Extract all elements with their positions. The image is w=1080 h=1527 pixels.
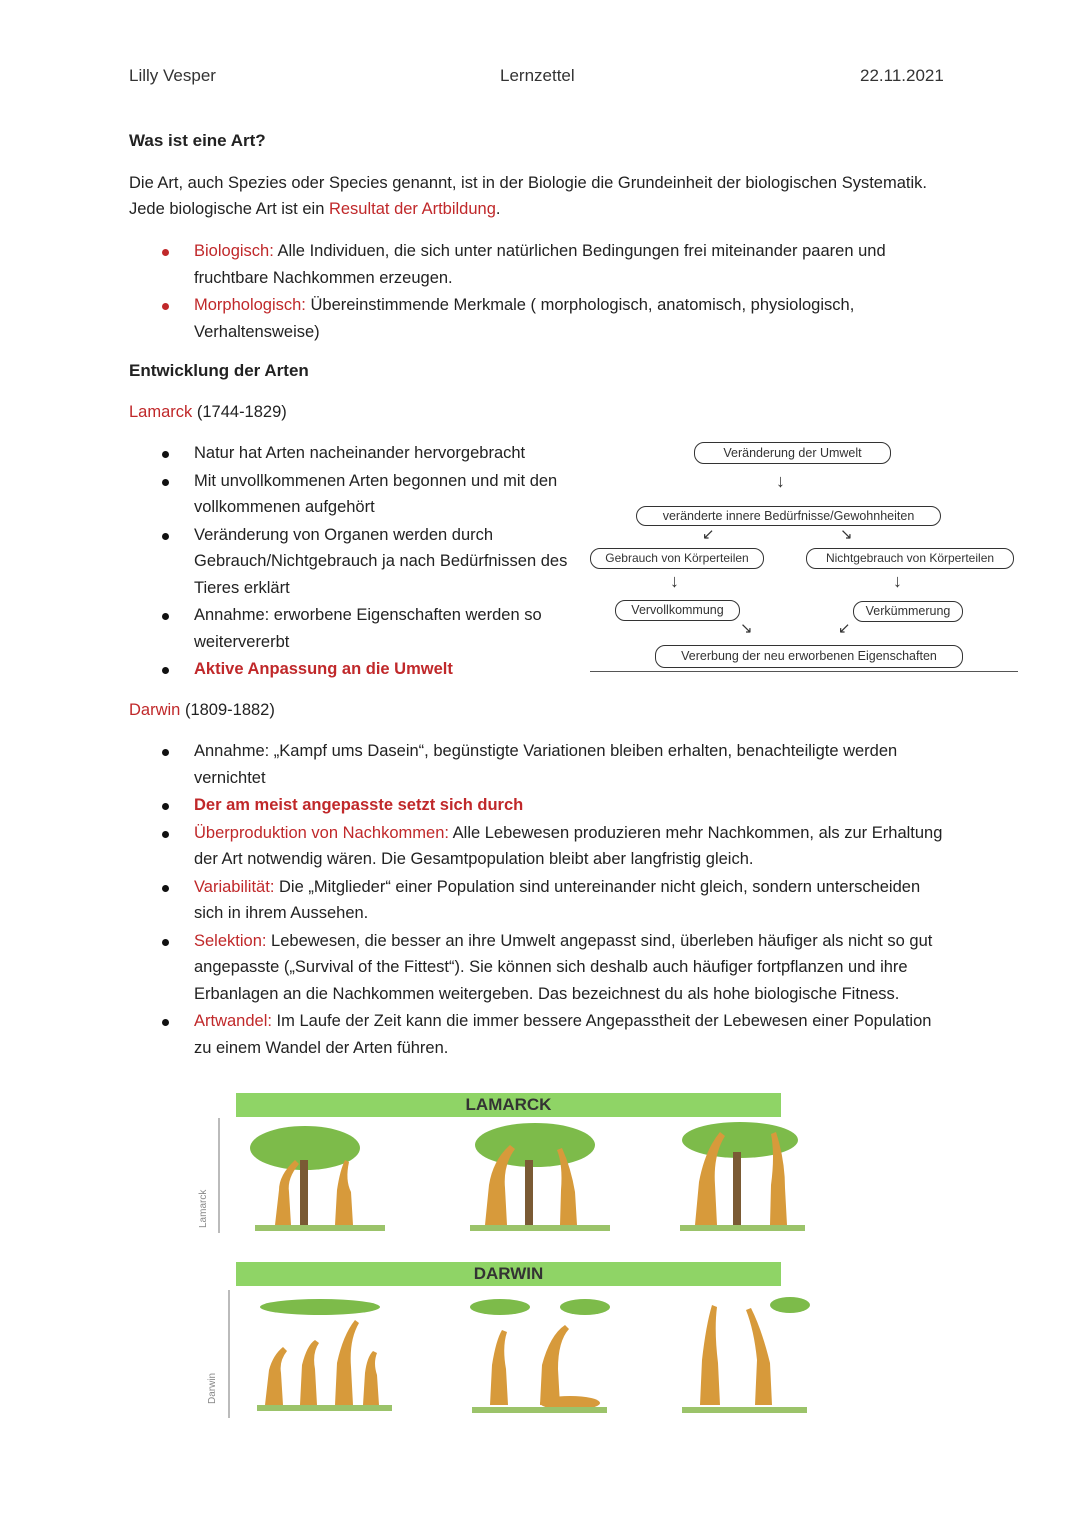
item-text: Der am meist angepasste setzt sich durch bbox=[194, 796, 524, 814]
bullet-icon bbox=[162, 1019, 169, 1026]
item-text: Annahme: erworbene Eigenschaften werden so weitervererbt bbox=[194, 606, 542, 651]
bullet-icon bbox=[162, 939, 169, 946]
list-item bbox=[129, 874, 949, 927]
bullet-icon bbox=[162, 451, 169, 458]
bullet-icon bbox=[162, 885, 169, 892]
arrow-down-right-icon: ↘ bbox=[840, 526, 853, 543]
darwin-side-label: Darwin bbox=[207, 1372, 218, 1404]
list-item bbox=[129, 292, 944, 345]
list-item bbox=[129, 602, 589, 655]
intro-link: Resultat der Artbildung bbox=[328, 200, 496, 218]
lamarck-scene-1 bbox=[245, 1120, 395, 1235]
list-item bbox=[129, 656, 589, 683]
diagram-box-beduerfnisse: veränderte innere Bedürfnisse/Gewohnheiten bbox=[636, 506, 941, 526]
list-item bbox=[129, 820, 949, 873]
definition: Lebewesen, die besser an ihre Umwelt angepasst sind, überleben häufiger als nicht so gut angepasste („Survival of the Fittest“). Sie können sich deshalb auch häufiger fortpflanzen und ihre Erbanlagen an die Nachkommen weitergeben. Das bezeichnest du als hohe biologische Fitness. bbox=[194, 931, 933, 1003]
item-text: Mit unvollkommenen Arten begonnen und mit den vollkommenen aufgehört bbox=[194, 471, 558, 516]
diagram-box-verkuemmerung: Verkümmerung bbox=[853, 601, 963, 622]
item-text: Aktive Anpassung an die Umwelt bbox=[194, 660, 453, 678]
term: Biologisch: bbox=[194, 242, 274, 260]
arrow-down-left-icon: ↙ bbox=[838, 620, 851, 637]
lamarck-side-label: Lamarck bbox=[198, 1189, 209, 1228]
bullet-icon bbox=[162, 803, 169, 810]
definition: Die „Mitglieder“ einer Population sind untereinander nicht gleich, sondern unterscheiden sich in ihrem Aussehen. bbox=[194, 877, 921, 922]
darwin-scene-2 bbox=[470, 1295, 610, 1415]
author: Lilly Vesper bbox=[129, 66, 216, 85]
list-item bbox=[129, 238, 944, 291]
list-item bbox=[129, 440, 589, 467]
diagram-box-vervollkommung: Vervollkommung bbox=[615, 600, 740, 621]
lamarck-side-rule bbox=[218, 1118, 220, 1233]
darwin-years: (1809-1882) bbox=[180, 701, 275, 719]
item-text: Annahme: „Kampf ums Dasein“, begünstigte Variationen bleiben erhalten, benachteiligte werden vernichtet bbox=[194, 742, 898, 787]
list-item bbox=[129, 792, 949, 819]
arrow-down-icon: ↓ bbox=[893, 571, 902, 591]
intro-text: Die Art, auch Spezies oder Species genannt, ist in der Biologie die Grundeinheit der biologischen Systematik. Jede biologische Art ist ein bbox=[129, 174, 927, 218]
bullet-icon bbox=[162, 667, 169, 674]
arrow-down-icon: ↓ bbox=[776, 471, 785, 491]
darwin-heading bbox=[129, 697, 275, 723]
diagram-rule bbox=[590, 671, 1018, 672]
item-text: Veränderung von Organen werden durch Gebrauch/Nichtgebrauch ja nach Bedürfnissen des Tieres erklärt bbox=[194, 525, 568, 597]
bullet-icon bbox=[162, 831, 169, 838]
intro-end: . bbox=[495, 200, 501, 218]
darwin-list bbox=[129, 738, 949, 1062]
definition: Alle Lebewesen produzieren mehr Nachkommen, als zur Erhaltung der Art notwendig wären. Die Gesamtpopulation bleibt aber langfristig gleich. bbox=[194, 823, 943, 868]
art-definitions-list bbox=[129, 238, 944, 346]
definition: Im Laufe der Zeit kann die immer bessere Angepasstheit der Lebewesen einer Population zu einem Wandel der Arten führen. bbox=[194, 1012, 932, 1057]
arrow-down-icon: ↓ bbox=[670, 571, 679, 591]
darwin-scene-3 bbox=[680, 1295, 810, 1415]
darwin-scene-1 bbox=[255, 1295, 395, 1415]
darwin-name: Darwin bbox=[129, 701, 181, 719]
lamarck-scene-3 bbox=[675, 1120, 810, 1235]
list-item bbox=[129, 1008, 949, 1061]
darwin-side-rule bbox=[228, 1290, 230, 1418]
list-item bbox=[129, 928, 949, 1008]
intro-paragraph bbox=[129, 170, 929, 222]
item-text: Natur hat Arten nacheinander hervorgebracht bbox=[194, 444, 526, 462]
diagram-box-nichtgebrauch: Nichtgebrauch von Körperteilen bbox=[806, 548, 1014, 569]
term: Selektion: bbox=[194, 931, 267, 950]
diagram-box-gebrauch: Gebrauch von Körperteilen bbox=[590, 548, 764, 569]
list-item bbox=[129, 738, 949, 791]
term: Morphologisch: bbox=[194, 296, 306, 314]
darwin-band: DARWIN bbox=[236, 1262, 781, 1286]
bullet-icon bbox=[162, 249, 169, 256]
term: Überproduktion von Nachkommen: bbox=[194, 823, 449, 842]
date: 22.11.2021 bbox=[860, 66, 944, 85]
doc-title: Lernzettel bbox=[500, 66, 575, 85]
list-item bbox=[129, 468, 589, 521]
lamarck-years: (1744-1829) bbox=[192, 403, 287, 421]
term: Artwandel: bbox=[194, 1012, 272, 1030]
lamarck-scene-2 bbox=[465, 1120, 615, 1235]
heading-was-ist-eine-art: Was ist eine Art? bbox=[129, 131, 266, 150]
diagram-box-vererbung: Vererbung der neu erworbenen Eigenschaften bbox=[655, 645, 963, 668]
lamarck-list bbox=[129, 440, 589, 684]
bullet-icon bbox=[162, 479, 169, 486]
definition: Übereinstimmende Merkmale ( morphologisch, anatomisch, physiologisch, Verhaltensweise) bbox=[194, 296, 855, 341]
bullet-icon bbox=[162, 613, 169, 620]
term: Variabilität: bbox=[194, 877, 275, 896]
definition: Alle Individuen, die sich unter natürlichen Bedingungen frei miteinander paaren und fruchtbare Nachkommen erzeugen. bbox=[194, 242, 886, 287]
lamarck-name: Lamarck bbox=[129, 403, 193, 421]
bullet-icon bbox=[162, 533, 169, 540]
diagram-box-umwelt: Veränderung der Umwelt bbox=[694, 442, 891, 464]
arrow-down-right-icon: ↘ bbox=[740, 620, 753, 637]
lamarck-heading bbox=[129, 399, 287, 425]
list-item bbox=[129, 522, 589, 602]
arrow-down-left-icon: ↙ bbox=[702, 526, 715, 543]
lamarck-band: LAMARCK bbox=[236, 1093, 781, 1117]
bullet-icon bbox=[162, 303, 169, 310]
heading-entwicklung: Entwicklung der Arten bbox=[129, 361, 309, 380]
bullet-icon bbox=[162, 749, 169, 756]
